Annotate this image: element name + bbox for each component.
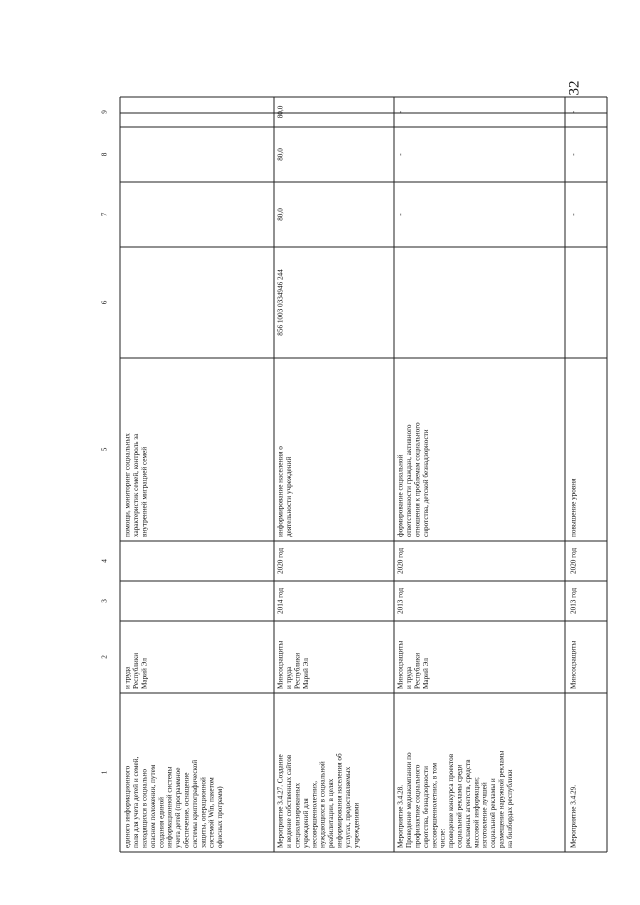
- row-2-event-line: социальной рекламы и: [489, 778, 498, 848]
- row-0-executor-line: Республики: [132, 652, 141, 689]
- row-1-event-line: реабилитации, в целях: [327, 778, 336, 848]
- row-0-result-line: характеристик семей, контроль за: [132, 433, 141, 537]
- table-grid: [120, 97, 607, 852]
- row-1-v2014: 80,0: [276, 148, 285, 161]
- row-2-event-line: Мероприятие 3.4.28.: [396, 784, 405, 848]
- row-2-result-line: сиротства, детской безнадзорности: [421, 429, 430, 537]
- row-2-year_end: 2020 год: [396, 548, 405, 574]
- row-2-event-line: массовой информации;: [472, 777, 481, 848]
- row-0-event-line: находящихся в социально: [140, 769, 149, 848]
- row-3-year_start: 2013 год: [569, 588, 578, 614]
- row-2-executor-line: Республики: [413, 652, 422, 689]
- row-1-v2013: 80,0: [276, 208, 285, 221]
- row-0-event-line: создания единой: [157, 796, 166, 848]
- column-number-7: 7: [100, 212, 109, 217]
- row-0-event-line: информационной системы: [165, 766, 174, 848]
- rotated-table-content: [101, 105, 578, 848]
- row-0-event-line: опасном положении, путем: [148, 764, 157, 848]
- row-2-event-line: числе:: [438, 828, 447, 848]
- row-1-executor-line: Республики: [293, 652, 302, 689]
- row-1-event-line: учреждениями: [352, 802, 361, 848]
- row-0-event-line: единого информационного: [123, 765, 132, 848]
- row-0-result-line: помощи, мониторинг социальных: [123, 433, 132, 537]
- row-0-event-line: офисных программ): [216, 786, 225, 848]
- row-3-v2014: -: [569, 153, 578, 156]
- row-0-event-line: учета детей (программное: [174, 767, 183, 848]
- row-3-event-line: Мероприятие 3.4.29.: [569, 784, 578, 848]
- row-2-event-line: Проведение медиакампании по: [405, 752, 414, 848]
- row-2-result-line: отношения к проблемам социального: [413, 422, 422, 537]
- row-2-event-line: изготовление лучшей: [480, 782, 489, 848]
- row-2-event-line: размещение наружной рекламы: [497, 750, 506, 848]
- row-1-executor-line: Марий Эл: [301, 658, 310, 689]
- row-2-v2015: -: [396, 110, 405, 114]
- row-2-event-line: социальной рекламы среди: [455, 764, 464, 848]
- row-1-event-line: Мероприятие 3.4.27. Создание: [276, 754, 285, 848]
- row-0-result-line: внутренней миграцией семей: [140, 446, 149, 537]
- row-0-event-line: системой Win, пакетом: [207, 777, 216, 848]
- row-3-result-line: повышение уровня: [569, 478, 578, 537]
- column-number-4: 4: [100, 559, 109, 563]
- row-1-event-line: нуждающихся в социальной: [318, 761, 327, 848]
- page-number: 32: [566, 80, 583, 96]
- row-1-year_end: 2020 год: [276, 548, 285, 574]
- column-number-6: 6: [100, 300, 109, 305]
- row-2-executor-line: Марий Эл: [421, 658, 430, 689]
- row-1-result-line: деятельности учреждений: [285, 456, 294, 537]
- row-1-event-line: информирования населения об: [335, 753, 344, 848]
- row-0-event-line: системы криптографической: [190, 759, 199, 848]
- row-2-event-line: сиротства, безнадзорности: [421, 765, 430, 848]
- row-2-event-line: профилактике социального: [413, 764, 422, 848]
- row-2-v2014: -: [396, 153, 405, 156]
- row-2-event-line: несовершеннолетних, в том: [430, 762, 439, 848]
- row-2-result-line: ответственности граждан, активного: [405, 424, 414, 537]
- row-1-event-line: специализированных: [293, 782, 302, 848]
- row-2-event-line: проведение конкурса проектов: [447, 753, 456, 848]
- row-1-event-line: несовершеннолетних,: [310, 780, 319, 848]
- row-3-year_end: 2020 год: [569, 548, 578, 574]
- row-1-executor-line: Минсоцзащиты: [276, 640, 285, 689]
- column-number-9: 9: [100, 110, 109, 114]
- row-2-result-line: формирование социальной: [396, 454, 405, 537]
- column-number-2: 2: [100, 655, 109, 659]
- row-1-executor-line: и труда: [285, 666, 294, 689]
- column-number-1: 1: [100, 770, 109, 775]
- row-3-v2015: -: [569, 110, 578, 114]
- row-0-executor-line: и труда: [123, 666, 132, 689]
- row-0-executor-line: Марий Эл: [140, 658, 149, 689]
- row-0-event-line: защиты, операционной: [199, 777, 208, 848]
- row-2-executor-line: Минсоцзащиты: [396, 640, 405, 689]
- row-1-event-line: учреждений для: [301, 798, 310, 848]
- row-1-event-line: и ведение собственных сайтов: [285, 754, 294, 848]
- row-1-budget_code: 856 1003 0334946 244: [276, 269, 285, 336]
- row-0-event-line: обеспечение, оснащение: [182, 772, 191, 848]
- row-2-event-line: на билбордах республики: [505, 769, 514, 848]
- row-1-year_start: 2014 год: [276, 588, 285, 614]
- row-0-event-line: поля для учета детей и семей,: [132, 756, 141, 848]
- row-1-v2015: 80,0: [276, 105, 285, 119]
- row-2-executor-line: и труда: [405, 666, 414, 689]
- column-number-3: 3: [100, 599, 109, 603]
- row-1-result-line: информирование населения о: [276, 446, 285, 537]
- row-1-event-line: услугах, предоставляемых: [343, 766, 352, 848]
- row-2-v2013: -: [396, 213, 405, 216]
- column-number-8: 8: [100, 152, 109, 157]
- row-3-v2013: -: [569, 213, 578, 216]
- column-number-5: 5: [100, 447, 109, 452]
- row-2-year_start: 2013 год: [396, 588, 405, 614]
- row-3-executor-line: Минсоцзащиты: [569, 640, 578, 689]
- row-2-event-line: рекламных агентств, средств: [463, 759, 472, 848]
